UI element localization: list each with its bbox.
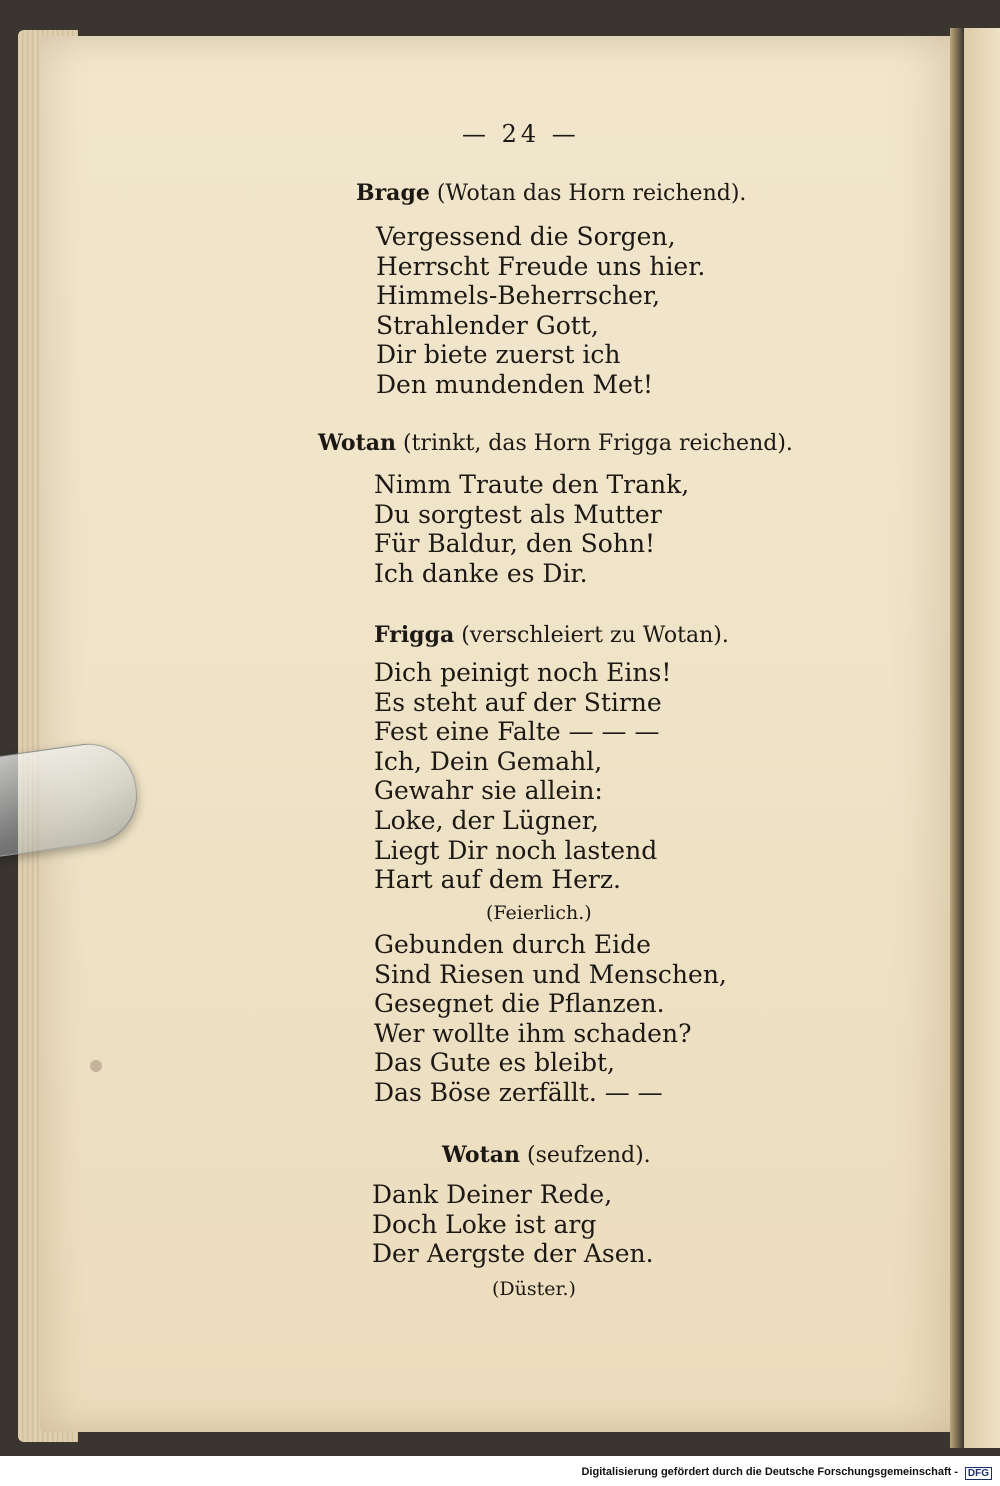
speaker-line [356,180,746,206]
verse-line: Dir biete zuerst ich [376,340,621,370]
footer-credit: Digitalisierung gefördert durch die Deutsche Forschungsgemeinschaft - [581,1466,958,1478]
stage-direction: (verschleiert zu Wotan). [461,623,729,648]
verse-line: Fest eine Falte — — — [374,717,660,747]
speaker-line [374,622,729,648]
book-gutter [950,28,964,1448]
verse-line: Doch Loke ist arg [372,1209,597,1239]
verse-line: Herrscht Freude uns hier. [376,251,706,281]
verse-line: Es steht auf der Stirne [374,687,662,717]
verse-line: Nimm Traute den Trank, [374,470,690,499]
verse-line: Himmels-Beherrscher, [376,281,661,311]
stage-direction: (seufzend). [527,1143,651,1168]
verse-block [376,222,705,400]
verse-line: Liegt Dir noch lastend [374,835,658,865]
verse-block [372,1180,654,1269]
verse-line: Den mundenden Met! [376,369,654,399]
verse-line: Das Böse zerfällt. — — [374,1077,663,1107]
verse-line: Gebunden durch Eide [374,930,651,959]
verse-line: Hart auf dem Herz. [374,865,621,895]
stage-direction: (Wotan das Horn reichend). [436,181,747,206]
verse-line: Sind Riesen und Menschen, [374,959,727,989]
verse-block [374,658,671,895]
dfg-logo: DFG [965,1467,992,1480]
verse-block [374,470,689,588]
verse-line: Ich danke es Dir. [374,558,588,588]
verse-line: Dank Deiner Rede, [372,1180,613,1209]
verse-line: Loke, der Lügner, [374,805,599,835]
speaker-line [318,430,793,456]
footer-bar [0,1456,1000,1486]
verse-line: Für Baldur, den Sohn! [374,529,656,559]
verse-line: Gewahr sie allein: [374,776,603,806]
verse-line: Du sorgtest als Mutter [374,499,662,529]
verse-block [374,930,727,1108]
facing-page-edge [960,28,1000,1448]
speaker-name: Wotan [318,430,396,456]
page-number: — 24 — [462,120,580,148]
verse-line: Gesegnet die Pflanzen. [374,989,665,1019]
verse-line: Strahlender Gott, [376,310,599,340]
speaker-line [442,1142,651,1168]
stage-direction: (Feierlich.) [486,902,592,924]
verse-line: Vergessend die Sorgen, [376,222,676,251]
verse-line: Wer wollte ihm schaden? [374,1018,692,1048]
speaker-name: Brage [356,180,430,206]
stage-direction: (trinkt, das Horn Frigga reichend). [403,431,793,456]
speaker-name: Frigga [374,622,455,648]
verse-line: Ich, Dein Gemahl, [374,746,603,776]
verse-line: Der Aergste der Asen. [372,1239,654,1269]
stain-spot [90,1060,102,1072]
speaker-name: Wotan [442,1142,520,1168]
verse-line: Dich peinigt noch Eins! [374,658,672,687]
stage-direction: (Düster.) [492,1278,576,1300]
verse-line: Das Gute es bleibt, [374,1048,615,1078]
